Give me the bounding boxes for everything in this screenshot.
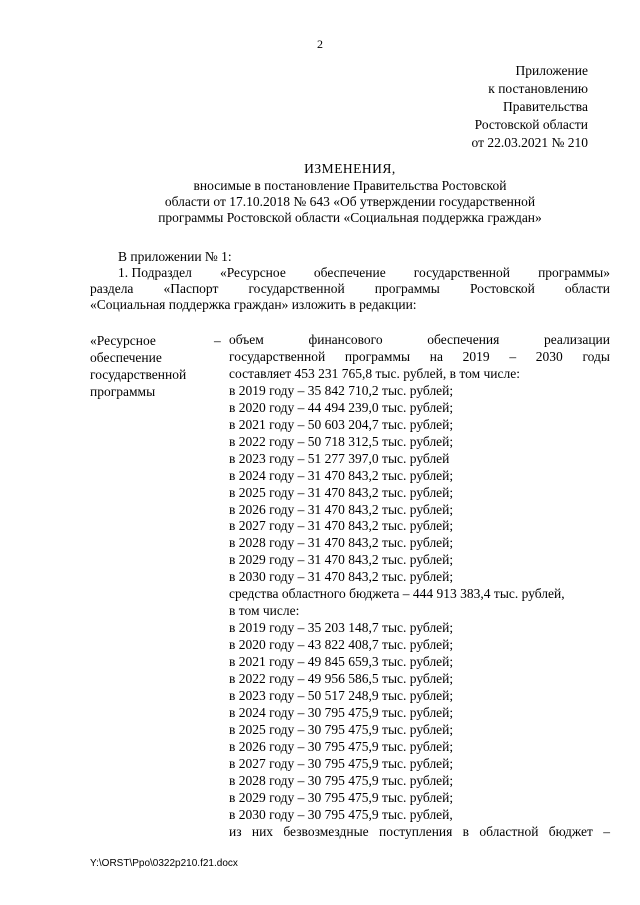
word: из bbox=[229, 823, 242, 839]
word: 2030 bbox=[535, 348, 563, 364]
word: 2019 bbox=[462, 348, 490, 364]
word: годы bbox=[582, 348, 610, 364]
resource-content bbox=[229, 332, 610, 841]
file-path-footer: Y:\ORST\Ppo\0322p210.f21.docx bbox=[90, 858, 238, 869]
label-line: программы bbox=[90, 384, 156, 399]
intro-paragraph bbox=[90, 249, 610, 313]
word: областной bbox=[479, 823, 539, 839]
section-dash: – bbox=[214, 333, 221, 348]
word: поступления bbox=[378, 823, 453, 839]
appendix-date-line: от 22.03.2021 № 210 bbox=[471, 135, 588, 150]
regional-2030: в 2030 году – 30 795 475,9 тыс. рублей, bbox=[229, 806, 453, 822]
item-1-line-3: «Социальная поддержка граждан» изложить в редакции: bbox=[90, 297, 417, 312]
total-2027: в 2027 году – 31 470 843,2 тыс. рублей; bbox=[229, 518, 454, 534]
word: обеспечения bbox=[427, 332, 500, 347]
title-line: области от 17.10.2018 № 643 «Об утверждении государственной bbox=[164, 194, 536, 209]
document-title bbox=[90, 161, 610, 226]
total-2026: в 2026 году – 31 470 843,2 тыс. рублей; bbox=[229, 501, 454, 517]
regional-budget-line: средства областного бюджета – 444 913 383,4 тыс. рублей, bbox=[229, 586, 565, 602]
word: объем bbox=[229, 332, 264, 347]
word: – bbox=[509, 348, 517, 364]
word: реализации bbox=[544, 332, 610, 347]
regional-2028: в 2028 году – 30 795 475,9 тыс. рублей; bbox=[229, 772, 454, 788]
word: «Ресурсное bbox=[219, 265, 286, 280]
resource-section-label bbox=[90, 332, 215, 400]
word: финансового bbox=[308, 332, 383, 347]
item-1-line-2 bbox=[90, 281, 610, 297]
total-2025: в 2025 году – 31 470 843,2 тыс. рублей; bbox=[229, 484, 454, 500]
funding-intro-line-2 bbox=[229, 349, 610, 366]
appendix-line: Ростовской области bbox=[474, 117, 588, 132]
total-2019: в 2019 году – 35 842 710,2 тыс. рублей; bbox=[229, 382, 454, 398]
item-1-line-1 bbox=[90, 265, 610, 281]
word: программы bbox=[374, 281, 440, 296]
total-2028: в 2028 году – 31 470 843,2 тыс. рублей; bbox=[229, 535, 454, 551]
appendix-reference: В приложении № 1: bbox=[118, 249, 232, 264]
regional-2020: в 2020 году – 43 822 408,7 тыс. рублей; bbox=[229, 637, 454, 653]
word: государственной bbox=[248, 281, 345, 296]
total-2022: в 2022 году – 50 718 312,5 тыс. рублей; bbox=[229, 433, 454, 449]
title-heading: ИЗМЕНЕНИЯ, bbox=[304, 161, 396, 176]
word: государственной bbox=[229, 348, 326, 364]
label-line: «Ресурсное bbox=[90, 333, 156, 348]
funding-intro-line-1 bbox=[229, 332, 610, 349]
gratuitous-receipts-line bbox=[229, 824, 610, 841]
total-2023: в 2023 году – 51 277 397,0 тыс. рублей bbox=[229, 450, 450, 466]
regional-2025: в 2025 году – 30 795 475,9 тыс. рублей; bbox=[229, 721, 454, 737]
regional-2027: в 2027 году – 30 795 475,9 тыс. рублей; bbox=[229, 755, 454, 771]
regional-2024: в 2024 году – 30 795 475,9 тыс. рублей; bbox=[229, 704, 454, 720]
word: 1. Подраздел bbox=[118, 265, 192, 280]
appendix-line: Приложение bbox=[515, 63, 588, 78]
funding-total-line: составляет 453 231 765,8 тыс. рублей, в том числе: bbox=[229, 365, 520, 381]
word: них bbox=[251, 823, 274, 839]
appendix-header bbox=[408, 62, 588, 152]
word: программы» bbox=[538, 265, 610, 280]
word: программы bbox=[344, 348, 411, 364]
total-2029: в 2029 году – 31 470 843,2 тыс. рублей; bbox=[229, 552, 454, 568]
appendix-line: Правительства bbox=[503, 99, 588, 114]
label-line: обеспечение bbox=[90, 350, 162, 365]
word: раздела bbox=[90, 281, 134, 296]
label-line: государственной bbox=[90, 367, 187, 382]
word: государственной bbox=[413, 265, 511, 280]
regional-2019: в 2019 году – 35 203 148,7 тыс. рублей; bbox=[229, 620, 454, 636]
total-2020: в 2020 году – 44 494 239,0 тыс. рублей; bbox=[229, 399, 454, 415]
appendix-line: к постановлению bbox=[488, 81, 588, 96]
regional-2021: в 2021 году – 49 845 659,3 тыс. рублей; bbox=[229, 654, 454, 670]
word: бюджет bbox=[548, 823, 593, 839]
word: Ростовской bbox=[469, 281, 535, 296]
total-2030: в 2030 году – 31 470 843,2 тыс. рублей; bbox=[229, 569, 454, 585]
total-2024: в 2024 году – 31 470 843,2 тыс. рублей; bbox=[229, 467, 454, 483]
word: на bbox=[429, 348, 443, 364]
regional-2029: в 2029 году – 30 795 475,9 тыс. рублей; bbox=[229, 789, 454, 805]
page-number: 2 bbox=[317, 37, 323, 51]
word: – bbox=[603, 823, 610, 839]
regional-budget-subline: в том числе: bbox=[229, 603, 300, 619]
word: области bbox=[564, 281, 610, 296]
regional-2023: в 2023 году – 50 517 248,9 тыс. рублей; bbox=[229, 688, 454, 704]
word: в bbox=[462, 823, 470, 839]
word: обеспечение bbox=[313, 265, 386, 280]
word: безвозмездные bbox=[283, 823, 369, 839]
regional-2026: в 2026 году – 30 795 475,9 тыс. рублей; bbox=[229, 738, 454, 754]
title-line: вносимые в постановление Правительства Ростовской bbox=[193, 178, 507, 193]
word: «Паспорт bbox=[163, 281, 219, 296]
regional-2022: в 2022 году – 49 956 586,5 тыс. рублей; bbox=[229, 671, 454, 687]
total-2021: в 2021 году – 50 603 204,7 тыс. рублей; bbox=[229, 416, 454, 432]
title-line: программы Ростовской области «Социальная поддержка граждан» bbox=[158, 210, 542, 225]
